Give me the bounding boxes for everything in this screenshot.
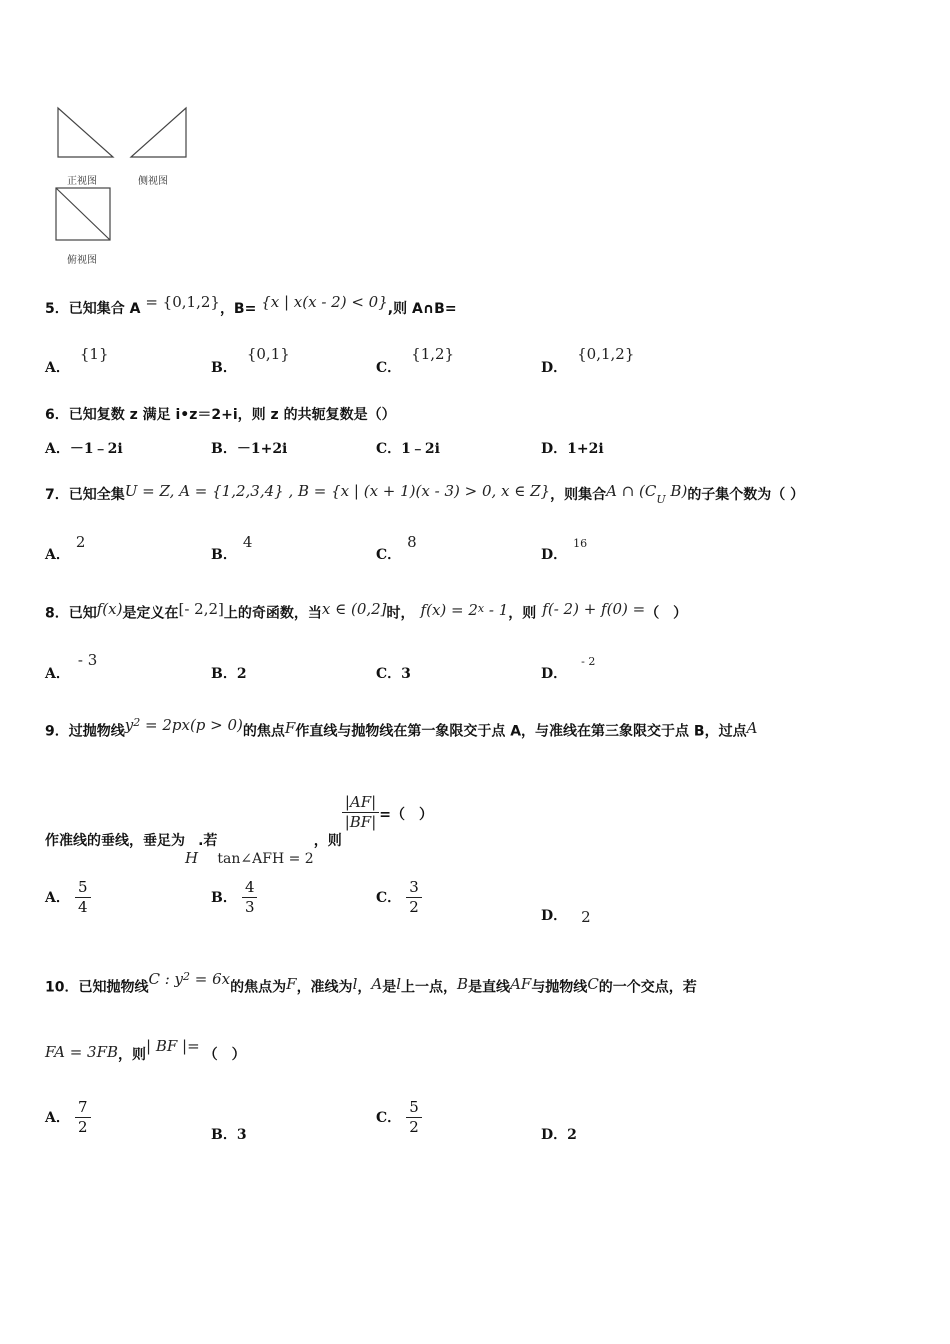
option-value: 16 xyxy=(573,537,588,550)
q7-option-d[interactable] xyxy=(541,532,588,563)
option-label: D． xyxy=(541,666,568,682)
question-number: 8． xyxy=(45,605,69,622)
question-text: 已知抛物线 xyxy=(78,979,149,996)
option-label: C． xyxy=(376,1110,402,1126)
fraction-numerator: 5 xyxy=(406,1098,422,1118)
interval: [- 2,2] xyxy=(178,599,224,618)
option-label: B． xyxy=(211,547,237,563)
question-text: ， xyxy=(357,979,372,996)
option-fraction xyxy=(242,878,258,917)
question-text: 是直线 xyxy=(468,979,511,996)
top-view-diagonal xyxy=(56,188,110,240)
question-text: 的子集个数为（ ） xyxy=(687,487,805,503)
q7-option-c[interactable] xyxy=(376,532,417,563)
question-text: .若 xyxy=(198,832,218,849)
q8-option-c[interactable] xyxy=(376,663,411,683)
ratio-fraction xyxy=(342,793,380,832)
front-view-triangle xyxy=(58,108,113,157)
fraction-denominator: 4 xyxy=(77,898,88,916)
line-symbol: AF xyxy=(510,974,532,993)
option-value: 3 xyxy=(401,666,411,682)
option-label: D． xyxy=(541,360,568,376)
option-label: C． xyxy=(376,441,402,457)
question-text: （ ） xyxy=(645,605,688,622)
set-expression: U = Z, A = {1,2,3,4} , B = {x | (x + 1)(x - 3) > 0, x ∈ Z} xyxy=(124,482,551,500)
fraction-numerator: 4 xyxy=(242,878,258,898)
q9-option-b[interactable] xyxy=(211,878,257,917)
question-text: 是 xyxy=(382,979,397,996)
option-label: B． xyxy=(211,360,237,376)
option-value: 1﹣2i xyxy=(401,441,440,457)
option-label: D． xyxy=(541,547,568,563)
parabola-equation: = 2px(p > 0) xyxy=(140,715,243,734)
option-value: {0,1,2} xyxy=(577,345,635,363)
question-text: 的焦点为 xyxy=(230,979,287,996)
set-b: {x | x(x - 2) < 0} xyxy=(261,293,388,311)
question-text: =（ ） xyxy=(379,806,433,823)
option-value: 2 xyxy=(236,666,247,682)
tangent-condition: tan∠AFH = 2 xyxy=(217,850,314,867)
q7-option-b[interactable] xyxy=(211,532,253,563)
option-value: {0,1} xyxy=(246,345,290,363)
question-text: 与抛物线 xyxy=(531,979,588,996)
question-text: ，则 xyxy=(313,832,342,849)
q9-option-c[interactable] xyxy=(376,878,422,917)
exponent: 2 xyxy=(183,970,191,983)
option-label: C． xyxy=(376,547,402,563)
question-text: 上一点， xyxy=(401,979,458,996)
option-label: B． xyxy=(211,441,237,457)
option-label: A． xyxy=(45,666,70,682)
question-text: 已知全集 xyxy=(68,487,125,503)
fraction-denominator: 2 xyxy=(409,898,419,916)
parabola-equation: C : y xyxy=(148,969,184,988)
question-text: 的一个交点，若 xyxy=(598,979,697,996)
option-fraction xyxy=(75,1098,91,1137)
foot-point-symbol: H xyxy=(185,848,199,867)
option-label: C． xyxy=(376,360,402,376)
set-expression: B) xyxy=(665,482,688,500)
q10-option-a[interactable] xyxy=(45,1098,91,1137)
question-number: 10． xyxy=(45,979,79,996)
option-value: －1+2i xyxy=(236,441,288,457)
q6-option-d[interactable] xyxy=(541,438,604,458)
option-value: 2 xyxy=(567,1127,577,1143)
option-label: D． xyxy=(541,441,568,457)
option-value: - 2 xyxy=(581,655,596,668)
complement-subscript: U xyxy=(656,492,666,506)
question-10 xyxy=(45,969,697,997)
function-expression: - 1 xyxy=(484,600,509,619)
q8-option-a[interactable] xyxy=(45,650,98,682)
directrix-symbol: l xyxy=(396,974,402,993)
q10-option-d[interactable] xyxy=(541,1124,577,1144)
question-text: 上的奇函数，当 xyxy=(223,605,322,622)
side-view-triangle xyxy=(131,108,186,157)
option-value: －1﹣2i xyxy=(69,441,123,457)
target-expression: f(- 2) + f(0) = xyxy=(542,599,646,618)
vector-condition: FA = 3FB xyxy=(45,1043,119,1061)
parabola-equation: = 6x xyxy=(190,969,231,988)
question-6: 6．已知复数 z 满足 i•z＝2+i，则 z 的共轭复数是（） xyxy=(45,407,396,423)
question-10-line-2 xyxy=(45,1037,246,1064)
option-label: B． xyxy=(211,1127,237,1143)
q8-option-d[interactable] xyxy=(541,650,596,682)
option-label: C． xyxy=(376,890,402,906)
point-symbol: A xyxy=(371,974,383,993)
side-view-caption: 侧视图 xyxy=(138,176,168,187)
question-text: 是定义在 xyxy=(122,605,179,622)
fraction-numerator: |AF| xyxy=(342,793,379,813)
question-number: 9． xyxy=(45,723,69,740)
q9-option-a[interactable] xyxy=(45,878,91,917)
option-label: C． xyxy=(376,666,402,682)
question-text: ，则 xyxy=(118,1047,147,1063)
focus-symbol: F xyxy=(284,718,296,737)
q10-option-c[interactable] xyxy=(376,1098,422,1137)
question-text: 时， xyxy=(386,605,415,622)
question-text: 作直线与抛物线在第一象限交于点 A，与准线在第三象限交于点 B，过点 xyxy=(295,723,747,740)
fraction-numerator: 5 xyxy=(75,878,91,898)
question-text: 的焦点 xyxy=(242,723,285,740)
option-label: A． xyxy=(45,441,70,457)
q10-option-b[interactable] xyxy=(211,1124,247,1144)
q6-option-a[interactable] xyxy=(45,438,123,458)
exponent: x xyxy=(477,602,485,615)
fraction-denominator: 3 xyxy=(244,898,255,916)
option-fraction xyxy=(406,878,422,917)
fraction-denominator: |BF| xyxy=(344,813,377,831)
point-symbol: A xyxy=(746,718,758,737)
option-label: D． xyxy=(541,1127,568,1143)
q6-option-c[interactable] xyxy=(376,438,440,458)
option-fraction xyxy=(75,878,91,917)
question-9-line-2 xyxy=(45,793,433,867)
q5-option-c[interactable] xyxy=(376,344,455,376)
question-7 xyxy=(45,484,804,506)
question-text: 已知集合 A xyxy=(68,301,141,317)
question-text: ，则 xyxy=(508,605,537,622)
question-text: ，准线为 xyxy=(296,979,353,996)
set-a: = {0,1,2} xyxy=(145,293,220,311)
q6-option-b[interactable] xyxy=(211,438,287,458)
option-value: 1+2i xyxy=(567,441,604,457)
set-expression: A ∩ (C xyxy=(606,482,657,500)
option-value: 8 xyxy=(407,533,417,551)
curve-symbol: C xyxy=(587,974,599,993)
question-text: ，B= xyxy=(219,301,257,317)
option-label: D． xyxy=(541,908,568,924)
question-8 xyxy=(45,599,688,623)
fraction-numerator: 3 xyxy=(406,878,422,898)
target-expression: | BF |= xyxy=(146,1037,200,1055)
option-label: A． xyxy=(45,360,70,376)
parabola-equation: y xyxy=(124,715,134,734)
question-number: 7． xyxy=(45,487,69,503)
directrix-symbol: l xyxy=(352,974,358,993)
q5-option-a[interactable] xyxy=(45,344,109,376)
option-value: 2 xyxy=(75,533,86,551)
question-5 xyxy=(45,293,457,318)
function-symbol: f(x) xyxy=(96,599,123,618)
option-label: A． xyxy=(45,890,70,906)
front-view-caption: 正视图 xyxy=(67,176,97,187)
option-label: A． xyxy=(45,1110,70,1126)
point-symbol: B xyxy=(457,974,469,993)
q7-option-a[interactable] xyxy=(45,532,86,563)
fraction-denominator: 2 xyxy=(409,1118,419,1136)
question-text: 已知 xyxy=(68,605,97,622)
option-fraction xyxy=(406,1098,422,1137)
q8-option-b[interactable] xyxy=(211,663,247,683)
top-view-caption: 俯视图 xyxy=(67,255,97,266)
function-expression: f(x) = 2 xyxy=(420,600,478,619)
option-label: A． xyxy=(45,547,70,563)
question-text: （ ） xyxy=(203,1047,246,1063)
option-value: 4 xyxy=(242,533,253,551)
fraction-denominator: 2 xyxy=(77,1118,88,1136)
interval: x ∈ (0,2] xyxy=(321,599,387,618)
option-value: {1} xyxy=(79,345,109,363)
option-value: 2 xyxy=(581,908,591,926)
exponent: 2 xyxy=(133,716,141,729)
q5-option-d[interactable] xyxy=(541,344,635,376)
option-value: 3 xyxy=(236,1127,247,1143)
option-label: B． xyxy=(211,890,237,906)
question-number: 5． xyxy=(45,301,69,317)
option-value: {1,2} xyxy=(411,345,455,363)
question-9 xyxy=(45,715,758,741)
q9-option-d[interactable] xyxy=(541,905,591,925)
option-label: B． xyxy=(211,666,237,682)
q5-option-b[interactable] xyxy=(211,344,290,376)
question-text: ，则集合 xyxy=(550,487,607,503)
option-value: - 3 xyxy=(77,651,98,669)
question-text: 作准线的垂线，垂足为 xyxy=(45,832,185,849)
question-text: 过抛物线 xyxy=(68,723,125,740)
question-text: ,则 A∩B= xyxy=(387,301,457,317)
focus-symbol: F xyxy=(286,974,297,993)
fraction-numerator: 7 xyxy=(75,1098,91,1118)
